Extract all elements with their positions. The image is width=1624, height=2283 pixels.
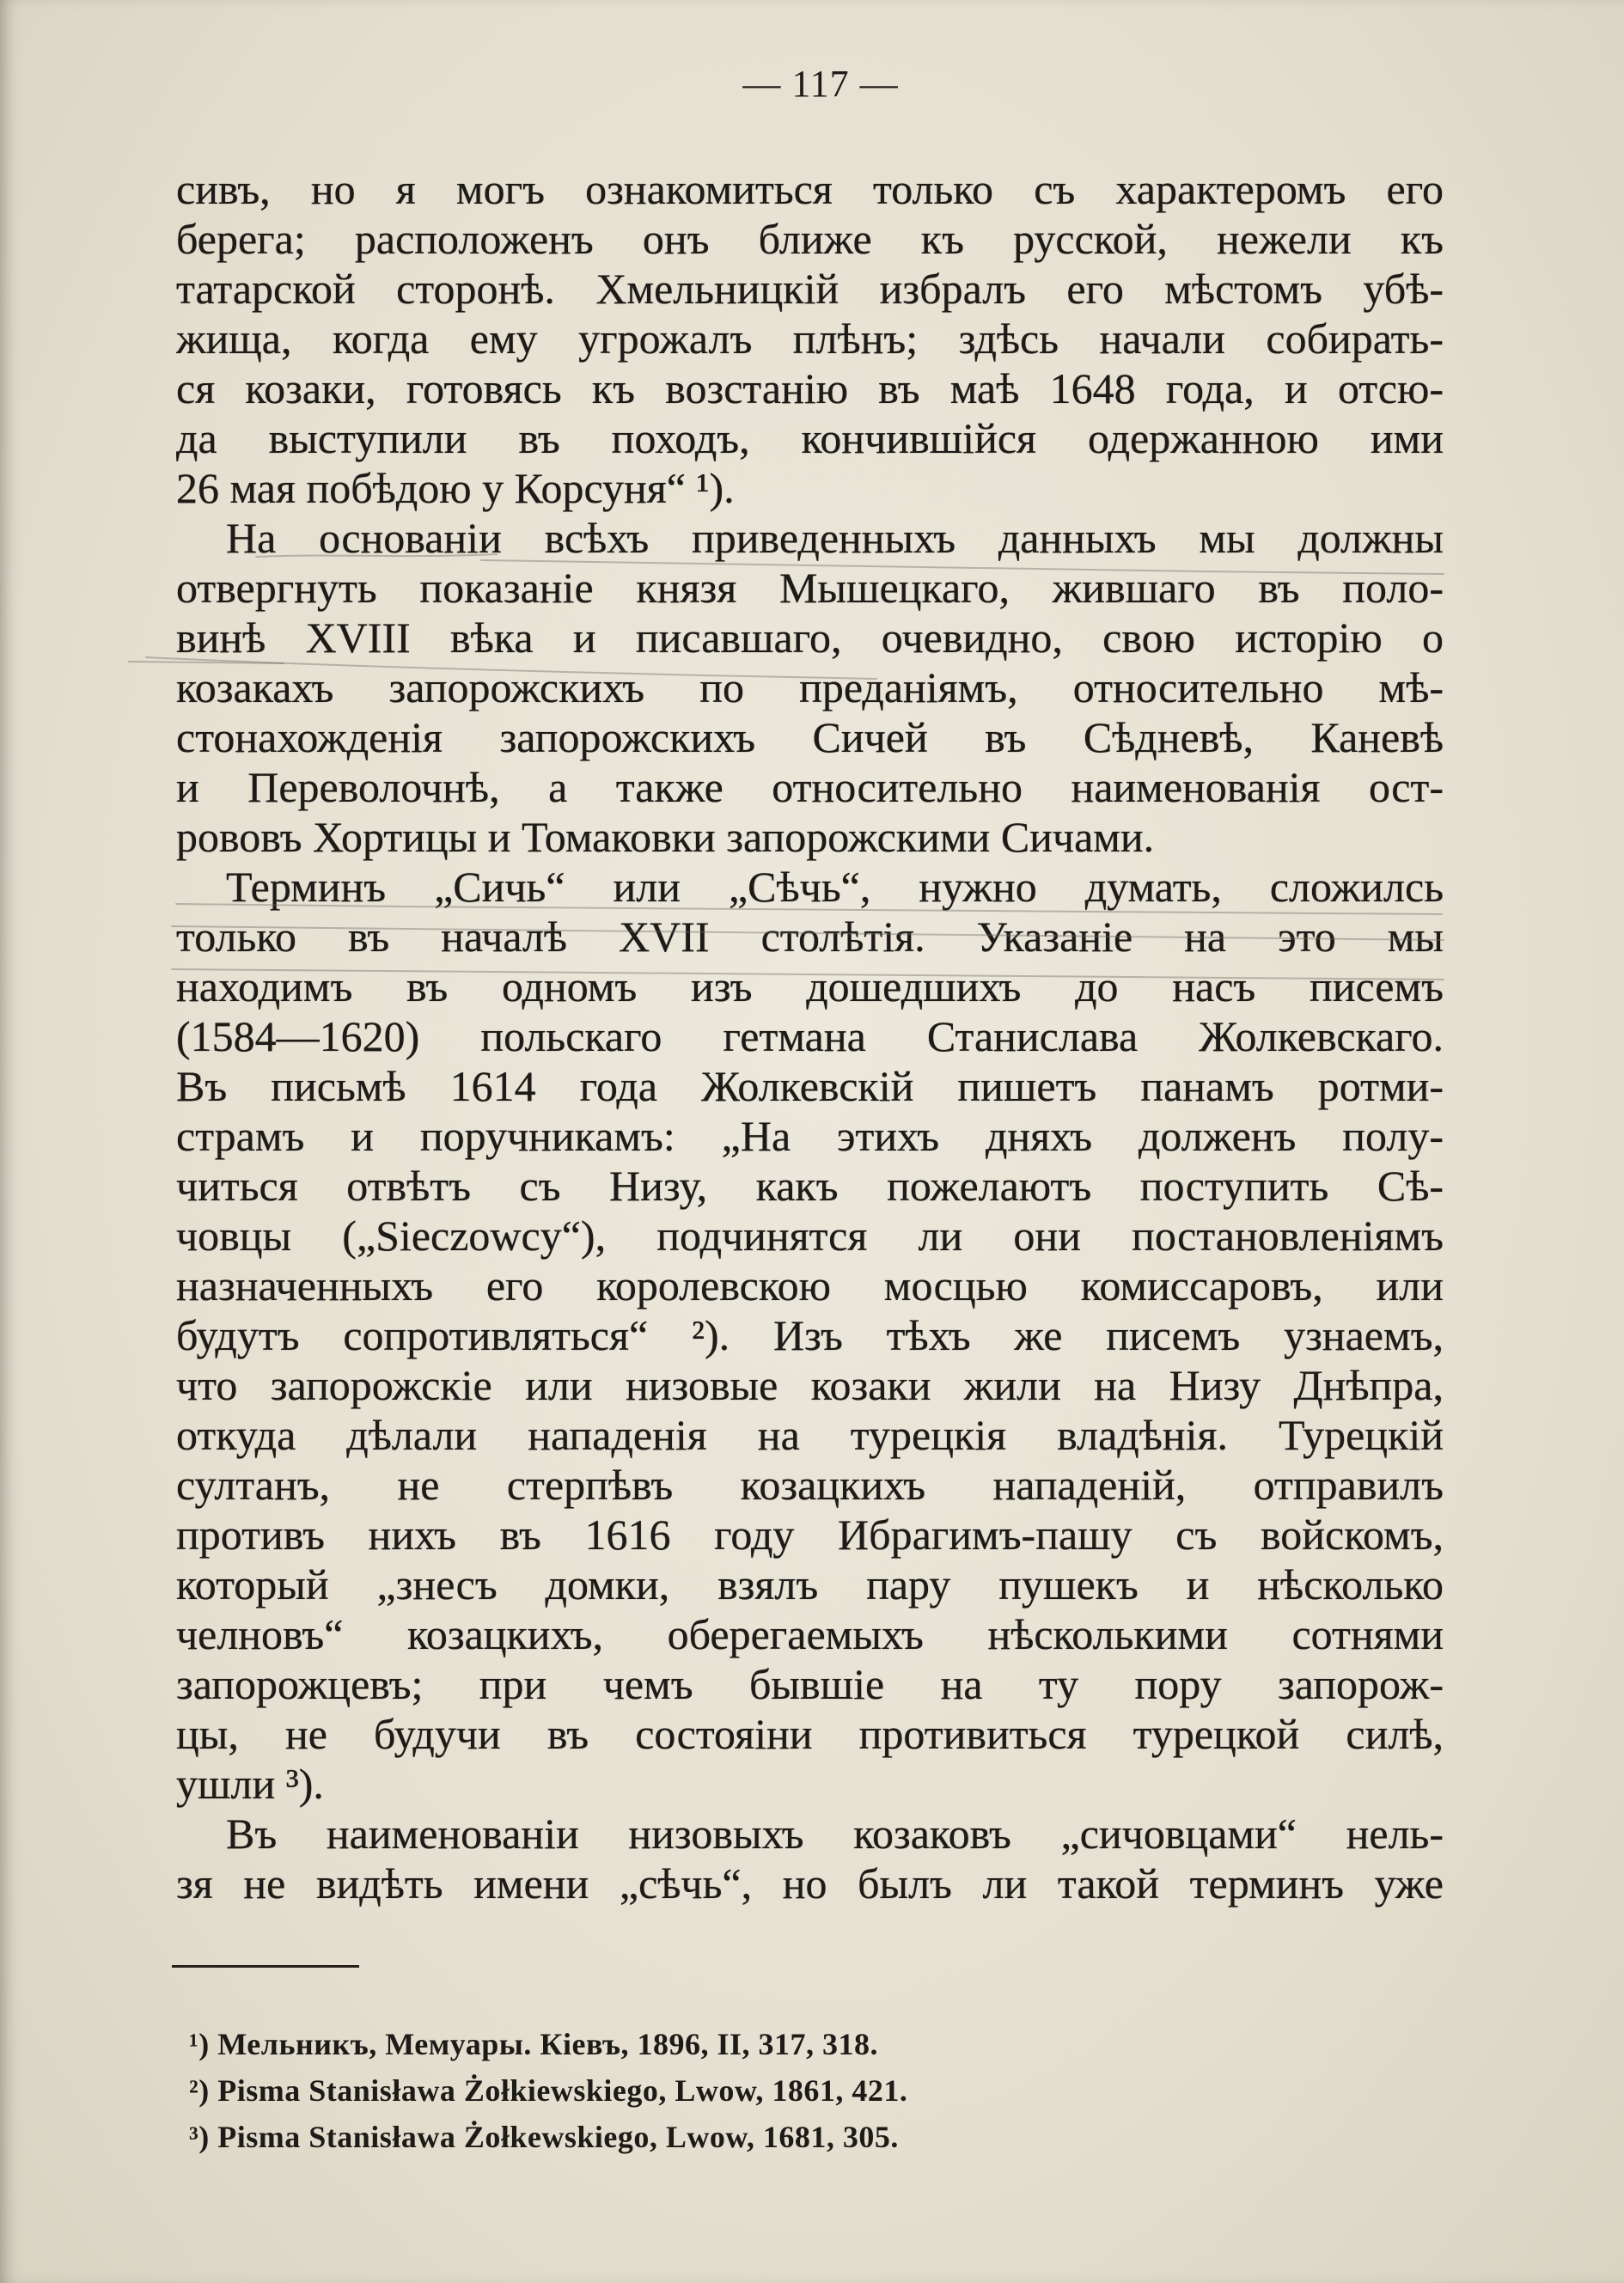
text-line: винѣ XVIII вѣка и писавшаго, очевидно, свою исторію о bbox=[176, 613, 1444, 662]
text-line: Въ наименованіи низовыхъ козаковъ „сичовцами“ нель- bbox=[226, 1810, 1444, 1858]
text-line: будутъ сопротивляться“ ²). Изъ тѣхъ же писемъ узнаемъ, bbox=[176, 1311, 1444, 1359]
paragraph-1 bbox=[176, 164, 1444, 513]
text-line: Терминъ „Сичь“ или „Сѣчь“, нужно думать, сложилсь bbox=[226, 863, 1444, 911]
text-line: откуда дѣлали нападенія на турецкія владѣнія. Турецкій bbox=[176, 1411, 1444, 1459]
footnote-2: ²) Pisma Stanisława Żołkiewskiego, Lwow, 1861, 421. bbox=[189, 2073, 908, 2108]
text-line: берега; расположенъ онъ ближе къ русской, нежели къ bbox=[176, 215, 1444, 263]
text-line: султанъ, не стерпѣвъ козацкихъ нападеній, отправилъ bbox=[176, 1461, 1444, 1509]
text-line: только въ началѣ XVII столѣтія. Указаніе на это мы bbox=[176, 913, 1444, 961]
footnotes bbox=[189, 2021, 1306, 2160]
text-line: отвергнуть показаніе князя Мышецкаго, жившаго въ поло- bbox=[176, 564, 1444, 612]
body-text bbox=[176, 164, 1444, 1908]
text-line: ушли ³). bbox=[176, 1760, 324, 1808]
page-number: — 117 — bbox=[742, 63, 899, 105]
text-line: противъ нихъ въ 1616 году Ибрагимъ-пашу съ войскомъ, bbox=[176, 1511, 1444, 1559]
text-line: ся козаки, готовясь къ возстанію въ маѣ 1648 года, и отсю- bbox=[176, 364, 1444, 412]
text-line: 26 мая побѣдою у Корсуня“ ¹). bbox=[176, 464, 735, 512]
text-line: стонахожденія запорожскихъ Сичей въ Сѣдневѣ, Каневѣ bbox=[176, 713, 1444, 761]
text-line: запорожцевъ; при чемъ бывшіе на ту пору запорож- bbox=[176, 1660, 1444, 1708]
text-line: да выступили въ походъ, кончившійся одержанною ими bbox=[176, 414, 1444, 462]
footnote-1: ¹) Мельникъ, Мемуары. Кіевъ, 1896, II, 317, 318. bbox=[189, 2027, 879, 2061]
text-line: (1584—1620) польскаго гетмана Станислава Жолкевскаго. bbox=[176, 1012, 1444, 1060]
text-line: козакахъ запорожскихъ по преданіямъ, относительно мѣ- bbox=[176, 663, 1444, 711]
paragraph-3 bbox=[176, 862, 1444, 1809]
text-line: зя не видѣть имени „сѣчь“, но былъ ли такой терминъ уже bbox=[176, 1859, 1444, 1908]
text-line: который „знесъ домки, взялъ пару пушекъ и нѣсколько bbox=[176, 1560, 1444, 1608]
footnote-3: ³) Pisma Stanisława Żołkewskiego, Lwow, 1681, 305. bbox=[189, 2120, 899, 2154]
text-line: назначенныхъ его королевскою мосцью комиссаровъ, или bbox=[176, 1261, 1444, 1309]
text-line: челновъ“ козацкихъ, оберегаемыхъ нѣсколькими сотнями bbox=[176, 1610, 1444, 1658]
paragraph-2 bbox=[176, 513, 1444, 862]
paragraph-4 bbox=[176, 1809, 1444, 1908]
text-line: татарской сторонѣ. Хмельницкій избралъ его мѣстомъ убѣ- bbox=[176, 265, 1444, 313]
text-line: и Переволочнѣ, а также относительно наименованія ост- bbox=[176, 763, 1444, 811]
text-line: находимъ въ одномъ изъ дошедшихъ до насъ писемъ bbox=[176, 962, 1444, 1010]
text-line: сивъ, но я могъ ознакомиться только съ характеромъ его bbox=[176, 165, 1444, 213]
text-line: что запорожскіе или низовые козаки жили на Низу Днѣпра, bbox=[176, 1361, 1444, 1409]
text-line: рововъ Хортицы и Томаковки запорожскими Сичами. bbox=[176, 813, 1155, 861]
text-line: читься отвѣтъ съ Низу, какъ пожелаютъ поступить Сѣ- bbox=[176, 1162, 1444, 1210]
text-line: жища, когда ему угрожалъ плѣнъ; здѣсь начали собирать- bbox=[176, 314, 1444, 363]
text-line: страмъ и поручникамъ: „На этихъ дняхъ долженъ полу- bbox=[176, 1112, 1444, 1160]
footnote-rule bbox=[172, 1965, 359, 1968]
text-line: цы, не будучи въ состояіни противиться турецкой силѣ, bbox=[176, 1710, 1444, 1758]
text-line: човцы („Sieczowcy“), подчинятся ли они постановленіямъ bbox=[176, 1212, 1444, 1260]
text-line: Въ письмѣ 1614 года Жолкевскій пишетъ панамъ ротми- bbox=[176, 1062, 1444, 1110]
text-line: На основаніи всѣхъ приведенныхъ данныхъ мы должны bbox=[226, 514, 1444, 562]
